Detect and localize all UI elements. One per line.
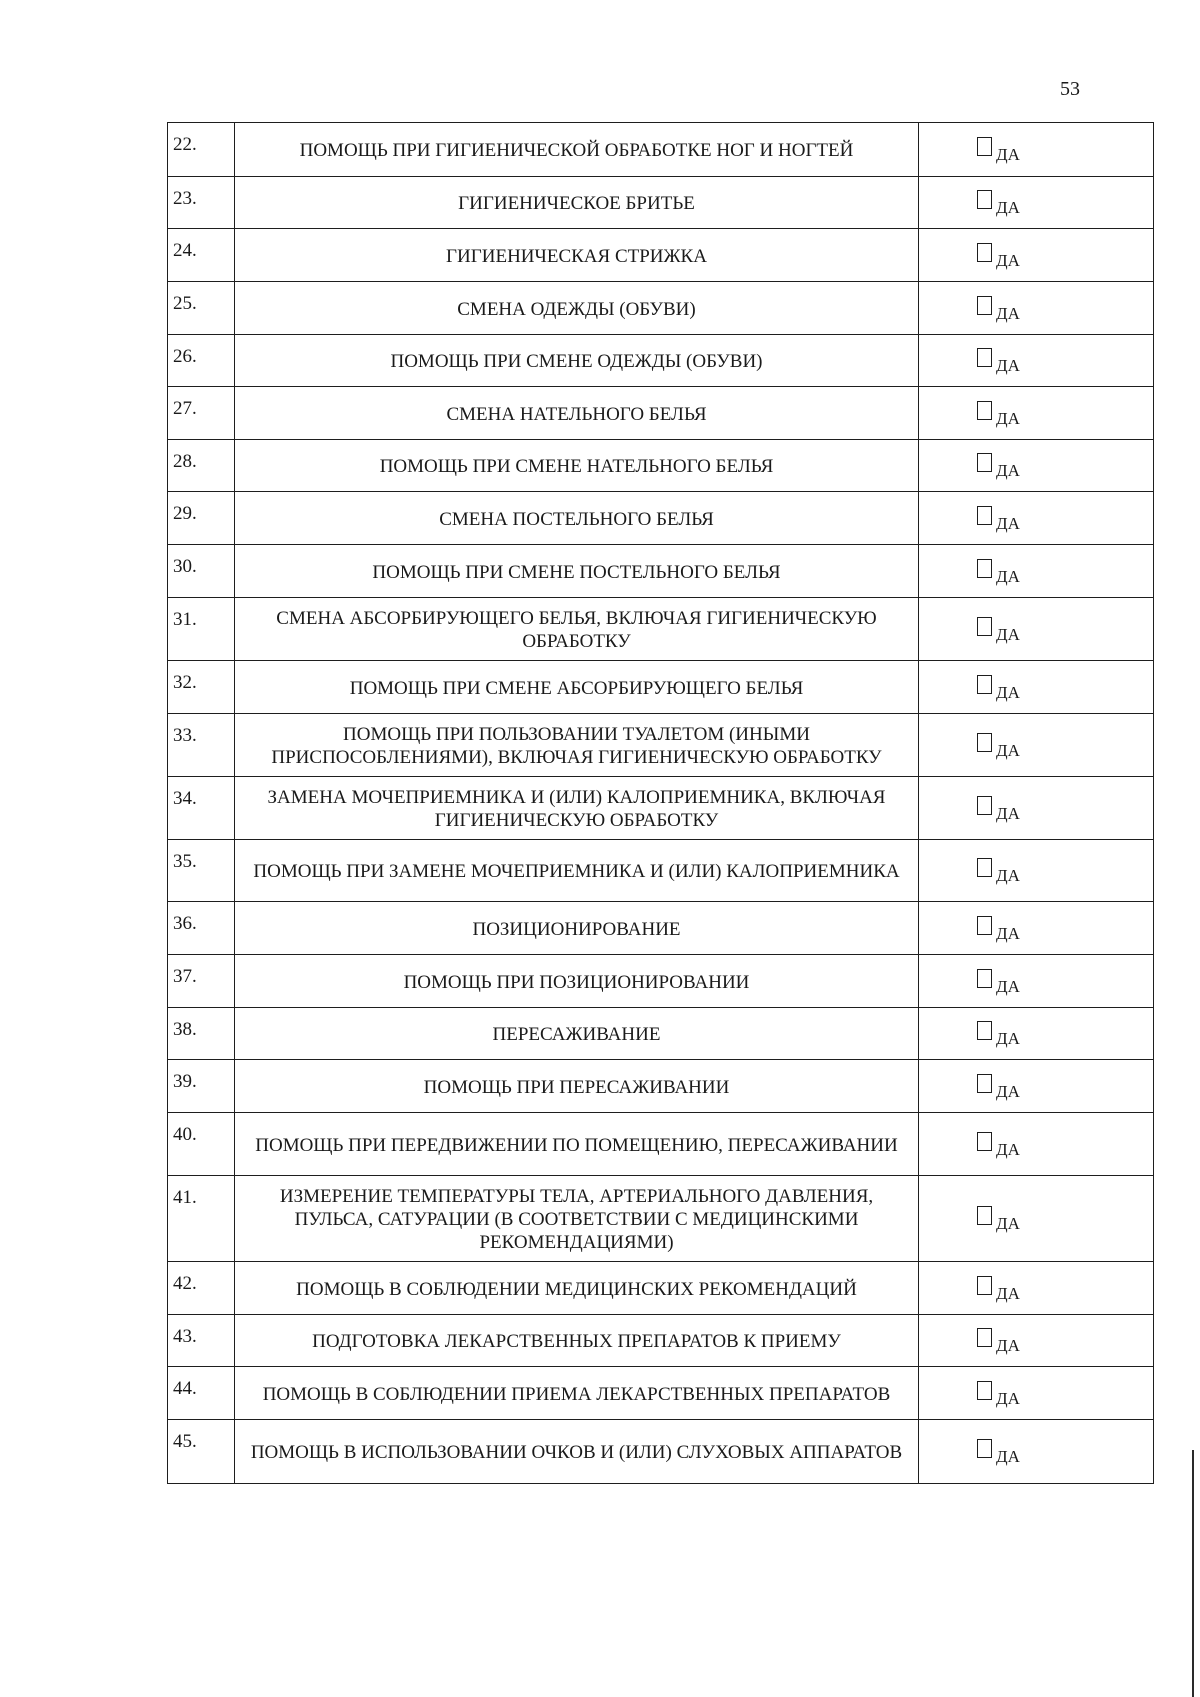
table-row (168, 1420, 1154, 1484)
row-number: 44. (168, 1367, 235, 1420)
yes-option[interactable] (919, 955, 1154, 1008)
service-description: ПОМОЩЬ В ИСПОЛЬЗОВАНИИ ОЧКОВ И (ИЛИ) СЛУХОВЫХ АППАРАТОВ (235, 1420, 919, 1484)
yes-option[interactable] (919, 229, 1154, 282)
yes-label: ДА (996, 682, 1020, 702)
checkbox-icon[interactable] (977, 506, 992, 525)
yes-option[interactable] (919, 1113, 1154, 1176)
yes-label: ДА (996, 803, 1020, 823)
service-description: ПОЗИЦИОНИРОВАНИЕ (235, 902, 919, 955)
service-description: ПОМОЩЬ ПРИ ПЕРЕСАЖИВАНИИ (235, 1060, 919, 1113)
yes-option[interactable] (919, 335, 1154, 387)
table-row (168, 282, 1154, 335)
checkbox-icon[interactable] (977, 675, 992, 694)
table-row (168, 1315, 1154, 1367)
row-number: 23. (168, 177, 235, 229)
checkbox-icon[interactable] (977, 137, 992, 156)
yes-label: ДА (996, 1283, 1020, 1303)
yes-option[interactable] (919, 661, 1154, 714)
table-row (168, 902, 1154, 955)
yes-label: ДА (996, 976, 1020, 996)
service-description: ПОМОЩЬ ПРИ ГИГИЕНИЧЕСКОЙ ОБРАБОТКЕ НОГ И НОГТЕЙ (235, 123, 919, 177)
checkbox-icon[interactable] (977, 1206, 992, 1225)
service-description: ИЗМЕРЕНИЕ ТЕМПЕРАТУРЫ ТЕЛА, АРТЕРИАЛЬНОГО ДАВЛЕНИЯ, ПУЛЬСА, САТУРАЦИИ (В СООТВЕТСТВИИ С МЕДИЦИНСКИМИ РЕКОМЕНДАЦИЯМИ) (235, 1176, 919, 1262)
table-row (168, 440, 1154, 492)
yes-option[interactable] (919, 492, 1154, 545)
yes-option[interactable] (919, 545, 1154, 598)
service-description: ПЕРЕСАЖИВАНИЕ (235, 1008, 919, 1060)
service-description: ПОМОЩЬ ПРИ ЗАМЕНЕ МОЧЕПРИЕМНИКА И (ИЛИ) КАЛОПРИЕМНИКА (235, 840, 919, 902)
checkbox-icon[interactable] (977, 1381, 992, 1400)
service-description: СМЕНА ПОСТЕЛЬНОГО БЕЛЬЯ (235, 492, 919, 545)
row-number: 27. (168, 387, 235, 440)
yes-option[interactable] (919, 714, 1154, 777)
service-description: СМЕНА АБСОРБИРУЮЩЕГО БЕЛЬЯ, ВКЛЮЧАЯ ГИГИЕНИЧЕСКУЮ ОБРАБОТКУ (235, 598, 919, 661)
yes-label: ДА (996, 356, 1020, 375)
yes-label: ДА (996, 740, 1020, 760)
service-description: СМЕНА НАТЕЛЬНОГО БЕЛЬЯ (235, 387, 919, 440)
yes-label: ДА (996, 1139, 1020, 1159)
checkbox-icon[interactable] (977, 190, 992, 209)
checkbox-icon[interactable] (977, 1276, 992, 1295)
row-number: 24. (168, 229, 235, 282)
table-row (168, 1176, 1154, 1262)
yes-label: ДА (996, 145, 1020, 164)
service-description: ЗАМЕНА МОЧЕПРИЕМНИКА И (ИЛИ) КАЛОПРИЕМНИКА, ВКЛЮЧАЯ ГИГИЕНИЧЕСКУЮ ОБРАБОТКУ (235, 777, 919, 840)
yes-option[interactable] (919, 177, 1154, 229)
yes-label: ДА (996, 866, 1020, 885)
yes-option[interactable] (919, 777, 1154, 840)
row-number: 40. (168, 1113, 235, 1176)
row-number: 28. (168, 440, 235, 492)
service-description: ПОМОЩЬ ПРИ СМЕНЕ ПОСТЕЛЬНОГО БЕЛЬЯ (235, 545, 919, 598)
yes-label: ДА (996, 1029, 1020, 1048)
table-row (168, 1113, 1154, 1176)
services-table-body (168, 123, 1154, 1484)
table-row (168, 1367, 1154, 1420)
service-description: ПОМОЩЬ В СОБЛЮДЕНИИ МЕДИЦИНСКИХ РЕКОМЕНДАЦИЙ (235, 1262, 919, 1315)
checkbox-icon[interactable] (977, 1132, 992, 1151)
scan-edge-line (1192, 1450, 1194, 1697)
service-description: ПОМОЩЬ ПРИ ПОЗИЦИОНИРОВАНИИ (235, 955, 919, 1008)
checkbox-icon[interactable] (977, 916, 992, 935)
table-row (168, 714, 1154, 777)
checkbox-icon[interactable] (977, 858, 992, 877)
yes-label: ДА (996, 1447, 1020, 1466)
service-description: ПОМОЩЬ ПРИ СМЕНЕ НАТЕЛЬНОГО БЕЛЬЯ (235, 440, 919, 492)
yes-label: ДА (996, 1336, 1020, 1355)
yes-label: ДА (996, 1388, 1020, 1408)
service-description: ПОМОЩЬ ПРИ СМЕНЕ АБСОРБИРУЮЩЕГО БЕЛЬЯ (235, 661, 919, 714)
row-number: 22. (168, 123, 235, 177)
row-number: 42. (168, 1262, 235, 1315)
service-description: СМЕНА ОДЕЖДЫ (ОБУВИ) (235, 282, 919, 335)
table-row (168, 661, 1154, 714)
yes-option[interactable] (919, 123, 1154, 177)
yes-label: ДА (996, 461, 1020, 480)
table-row (168, 1262, 1154, 1315)
table-row (168, 955, 1154, 1008)
checkbox-icon[interactable] (977, 1439, 992, 1458)
yes-label: ДА (996, 566, 1020, 586)
row-number: 25. (168, 282, 235, 335)
yes-option[interactable] (919, 1176, 1154, 1262)
table-row (168, 335, 1154, 387)
yes-label: ДА (996, 1081, 1020, 1101)
table-row (168, 1060, 1154, 1113)
yes-label: ДА (996, 408, 1020, 428)
row-number: 29. (168, 492, 235, 545)
checkbox-icon[interactable] (977, 296, 992, 315)
checkbox-icon[interactable] (977, 348, 992, 367)
yes-option[interactable] (919, 1262, 1154, 1315)
yes-option[interactable] (919, 1420, 1154, 1484)
row-number: 39. (168, 1060, 235, 1113)
row-number: 38. (168, 1008, 235, 1060)
yes-option[interactable] (919, 1367, 1154, 1420)
yes-option[interactable] (919, 1008, 1154, 1060)
checkbox-icon[interactable] (977, 617, 992, 636)
table-row (168, 229, 1154, 282)
service-description: ПОМОЩЬ ПРИ СМЕНЕ ОДЕЖДЫ (ОБУВИ) (235, 335, 919, 387)
yes-option[interactable] (919, 840, 1154, 902)
checkbox-icon[interactable] (977, 969, 992, 988)
yes-label: ДА (996, 198, 1020, 217)
row-number: 31. (168, 598, 235, 661)
checkbox-icon[interactable] (977, 401, 992, 420)
checkbox-icon[interactable] (977, 1074, 992, 1093)
yes-label: ДА (996, 250, 1020, 270)
yes-option[interactable] (919, 598, 1154, 661)
table-row (168, 777, 1154, 840)
table-row (168, 598, 1154, 661)
service-description: ПОМОЩЬ ПРИ ПЕРЕДВИЖЕНИИ ПО ПОМЕЩЕНИЮ, ПЕРЕСАЖИВАНИИ (235, 1113, 919, 1176)
yes-label: ДА (996, 1214, 1020, 1233)
row-number: 32. (168, 661, 235, 714)
row-number: 35. (168, 840, 235, 902)
yes-label: ДА (996, 303, 1020, 323)
checkbox-icon[interactable] (977, 1021, 992, 1040)
checkbox-icon[interactable] (977, 733, 992, 752)
table-row (168, 123, 1154, 177)
yes-option[interactable] (919, 1315, 1154, 1367)
yes-label: ДА (996, 624, 1020, 644)
yes-option[interactable] (919, 1060, 1154, 1113)
row-number: 41. (168, 1176, 235, 1262)
row-number: 45. (168, 1420, 235, 1484)
yes-option[interactable] (919, 387, 1154, 440)
row-number: 36. (168, 902, 235, 955)
checkbox-icon[interactable] (977, 453, 992, 472)
checkbox-icon[interactable] (977, 1328, 992, 1347)
table-row (168, 1008, 1154, 1060)
row-number: 43. (168, 1315, 235, 1367)
service-description: ПОМОЩЬ В СОБЛЮДЕНИИ ПРИЕМА ЛЕКАРСТВЕННЫХ ПРЕПАРАТОВ (235, 1367, 919, 1420)
checkbox-icon[interactable] (977, 559, 992, 578)
table-row (168, 840, 1154, 902)
checkbox-icon[interactable] (977, 243, 992, 262)
table-row (168, 387, 1154, 440)
table-row (168, 177, 1154, 229)
service-description: ГИГИЕНИЧЕСКОЕ БРИТЬЕ (235, 177, 919, 229)
yes-option[interactable] (919, 440, 1154, 492)
yes-option[interactable] (919, 282, 1154, 335)
yes-option[interactable] (919, 902, 1154, 955)
row-number: 30. (168, 545, 235, 598)
service-description: ПОДГОТОВКА ЛЕКАРСТВЕННЫХ ПРЕПАРАТОВ К ПРИЕМУ (235, 1315, 919, 1367)
service-description: ГИГИЕНИЧЕСКАЯ СТРИЖКА (235, 229, 919, 282)
row-number: 26. (168, 335, 235, 387)
services-table (167, 122, 1154, 1484)
table-row (168, 492, 1154, 545)
row-number: 34. (168, 777, 235, 840)
row-number: 33. (168, 714, 235, 777)
checkbox-icon[interactable] (977, 796, 992, 815)
yes-label: ДА (996, 923, 1020, 943)
yes-label: ДА (996, 513, 1020, 533)
row-number: 37. (168, 955, 235, 1008)
table-row (168, 545, 1154, 598)
service-description: ПОМОЩЬ ПРИ ПОЛЬЗОВАНИИ ТУАЛЕТОМ (ИНЫМИ ПРИСПОСОБЛЕНИЯМИ), ВКЛЮЧАЯ ГИГИЕНИЧЕСКУЮ ОБРАБОТКУ (235, 714, 919, 777)
page-number: 53 (1060, 78, 1080, 100)
